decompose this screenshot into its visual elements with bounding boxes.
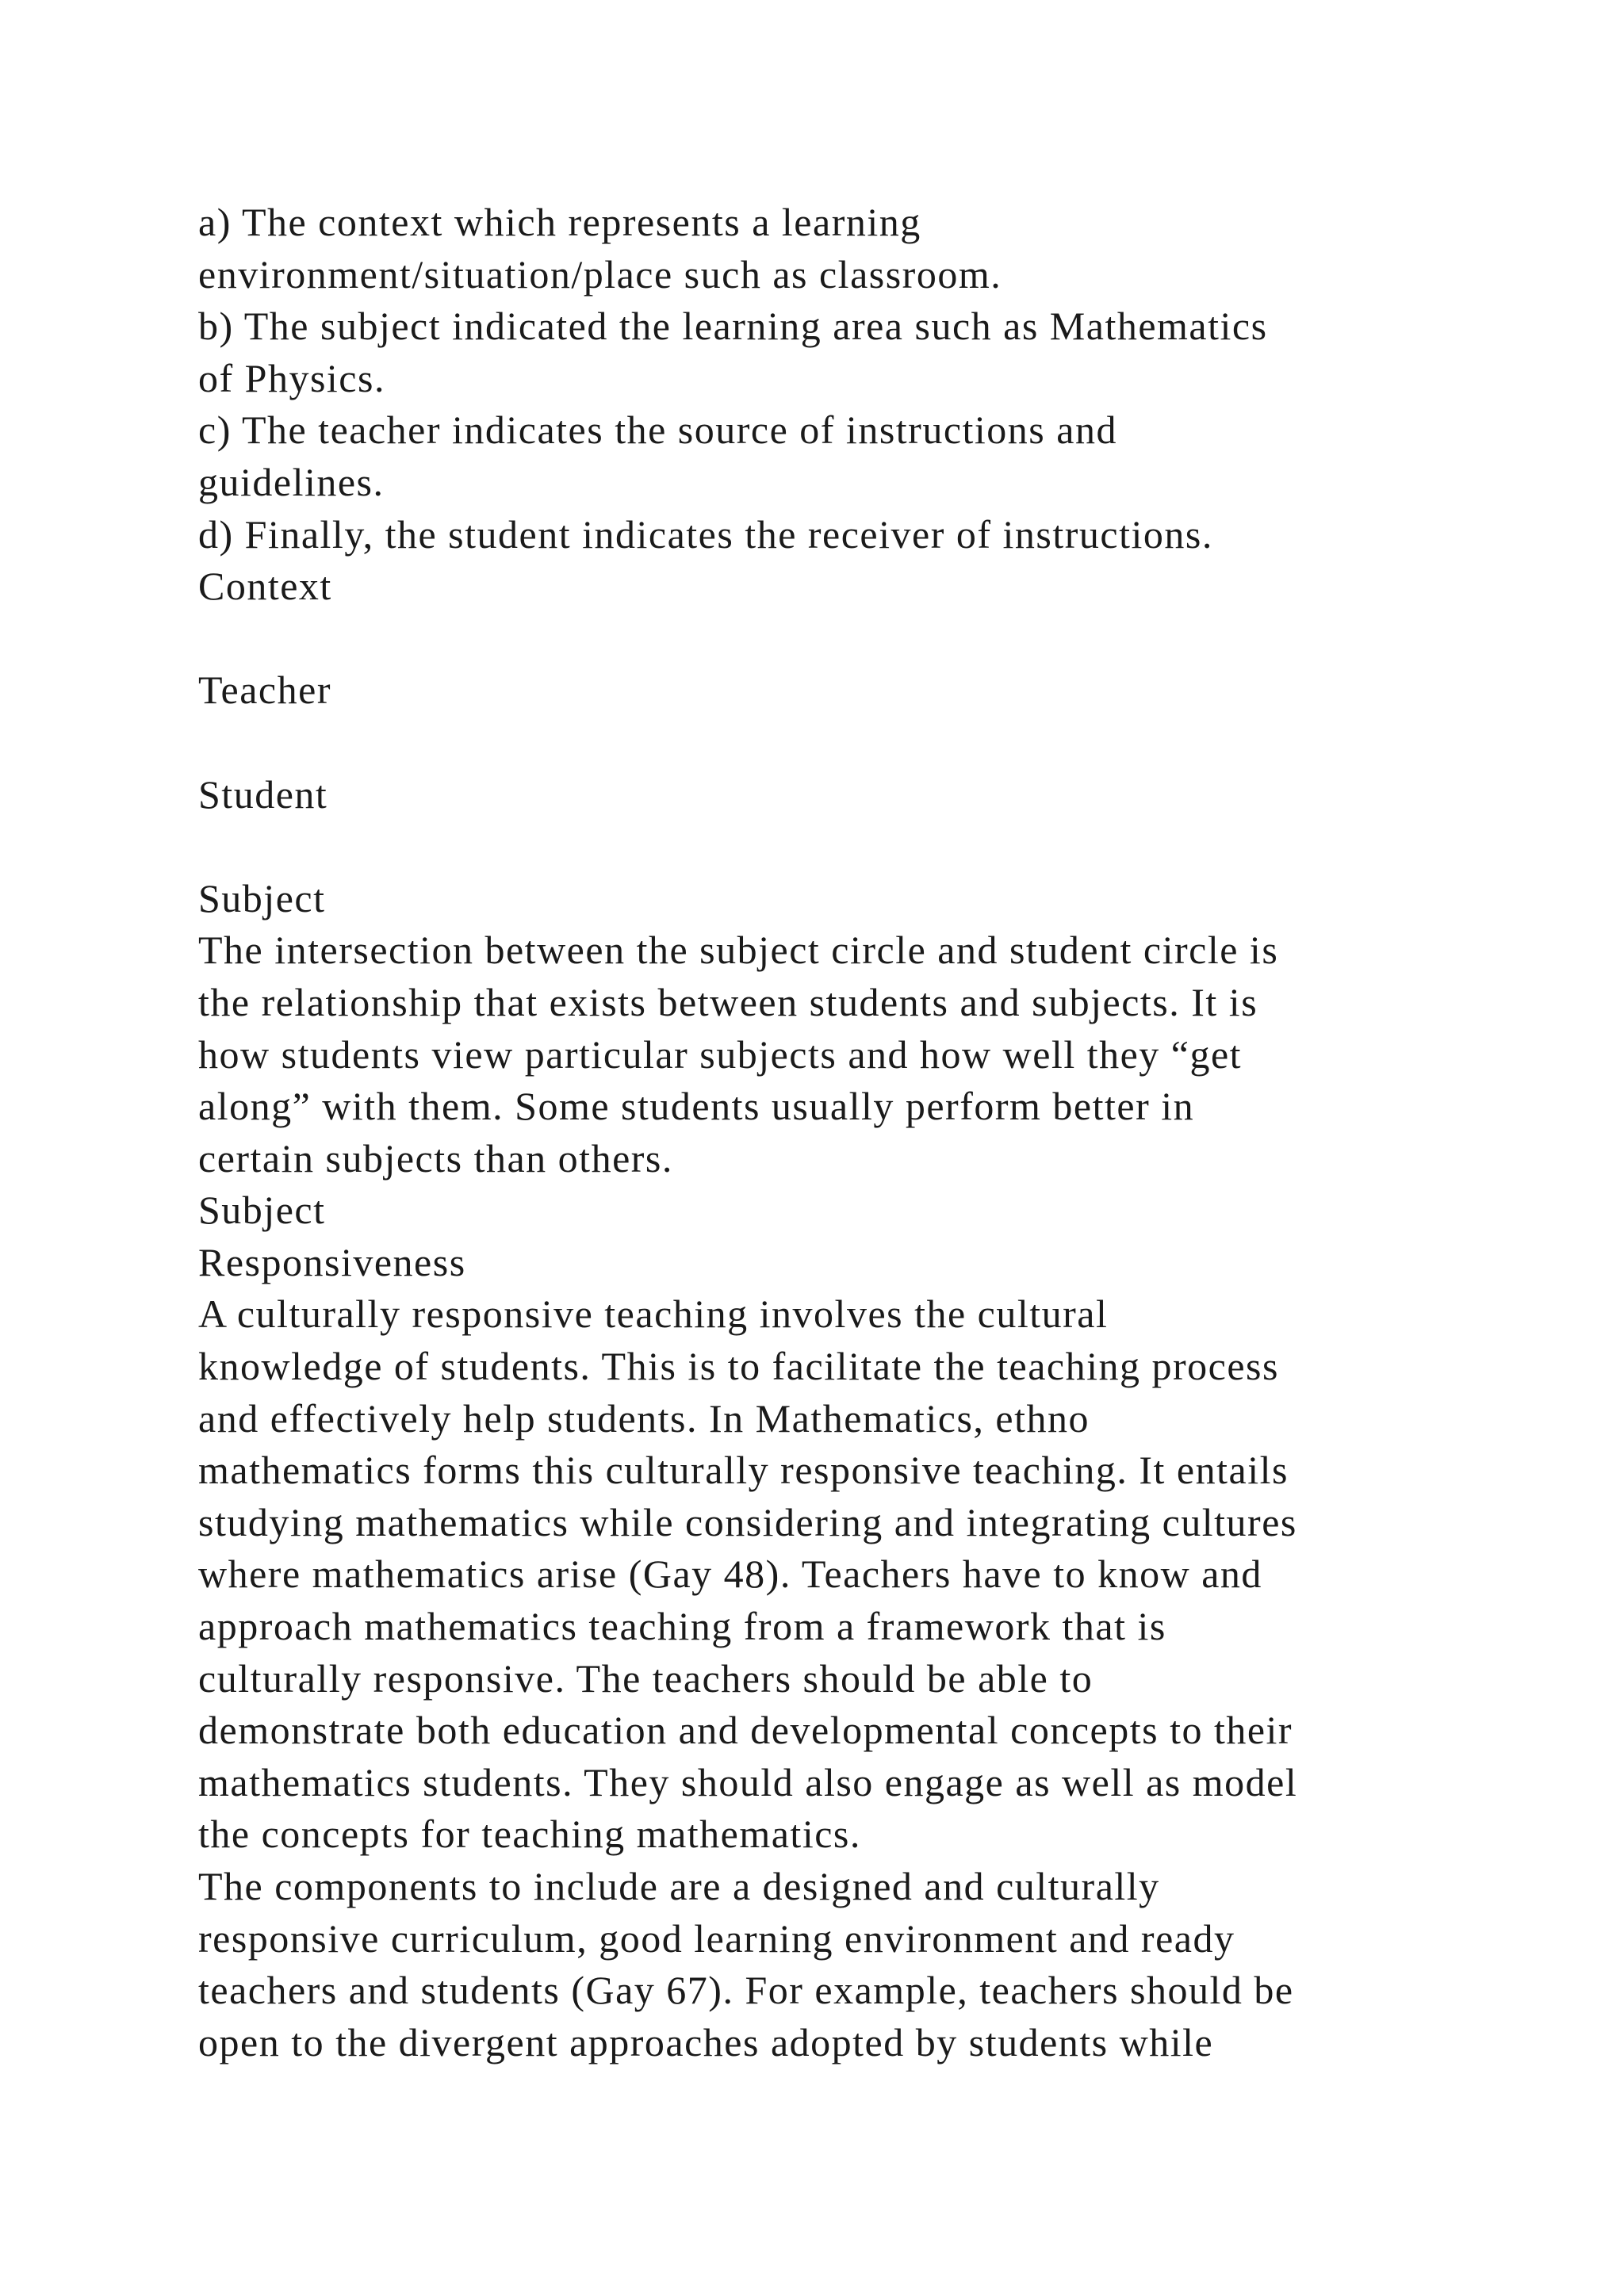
- text-line: the relationship that exists between students and subjects. It is: [198, 979, 1258, 1024]
- text-line: Subject: [198, 1188, 326, 1233]
- text-line: certain subjects than others.: [198, 1135, 673, 1181]
- text-line: d) Finally, the student indicates the receiver of instructions.: [198, 511, 1213, 557]
- text-line: Student: [198, 771, 328, 817]
- text-line: mathematics students. They should also engage as well as model: [198, 1759, 1298, 1804]
- text-line: The components to include are a designed and culturally: [198, 1864, 1160, 1908]
- text-line: the concepts for teaching mathematics.: [198, 1812, 861, 1857]
- text-line: c) The teacher indicates the source of instructions and: [198, 408, 1117, 453]
- blank-line: [198, 821, 1546, 873]
- text-line: a) The context which represents a learning: [198, 200, 921, 244]
- text-line: mathematics forms this culturally responsive teaching. It entails: [198, 1448, 1289, 1493]
- text-line: of Physics.: [198, 355, 385, 400]
- text-line: where mathematics arise (Gay 48). Teachers have to know and: [198, 1552, 1262, 1597]
- text-line: demonstrate both education and developmental concepts to their: [198, 1708, 1293, 1753]
- text-line: teachers and students (Gay 67). For example, teachers should be: [198, 1968, 1294, 2013]
- text-line: studying mathematics while considering and integrating cultures: [198, 1499, 1297, 1544]
- text-line: Teacher: [198, 668, 331, 713]
- text-line: Subject: [198, 875, 326, 920]
- text-line: b) The subject indicated the learning area such as Mathematics: [198, 304, 1268, 349]
- text-line: The intersection between the subject circle and student circle is: [198, 928, 1279, 973]
- text-line: along” with them. Some students usually perform better in: [198, 1084, 1195, 1129]
- text-line: open to the divergent approaches adopted by students while: [198, 2019, 1214, 2064]
- text-line: approach mathematics teaching from a framework that is: [198, 1604, 1166, 1649]
- text-line: how students view particular subjects and how well they “get: [198, 1031, 1243, 1077]
- text-line: and effectively help students. In Mathematics, ethno: [198, 1395, 1090, 1441]
- text-line: culturally responsive. The teachers should be able to: [198, 1655, 1094, 1701]
- text-line: Responsiveness: [198, 1239, 466, 1284]
- text-line: responsive curriculum, good learning environment and ready: [198, 1915, 1235, 1961]
- text-line: guidelines.: [198, 459, 385, 504]
- text-line: Context: [198, 564, 332, 609]
- document-body: [198, 197, 1546, 2068]
- text-line: environment/situation/place such as classroom.: [198, 251, 1002, 297]
- text-line: knowledge of students. This is to facilitate the teaching process: [198, 1344, 1279, 1389]
- blank-line: [198, 613, 1546, 665]
- blank-line: [198, 717, 1546, 769]
- text-line: A culturally responsive teaching involves the cultural: [198, 1292, 1109, 1337]
